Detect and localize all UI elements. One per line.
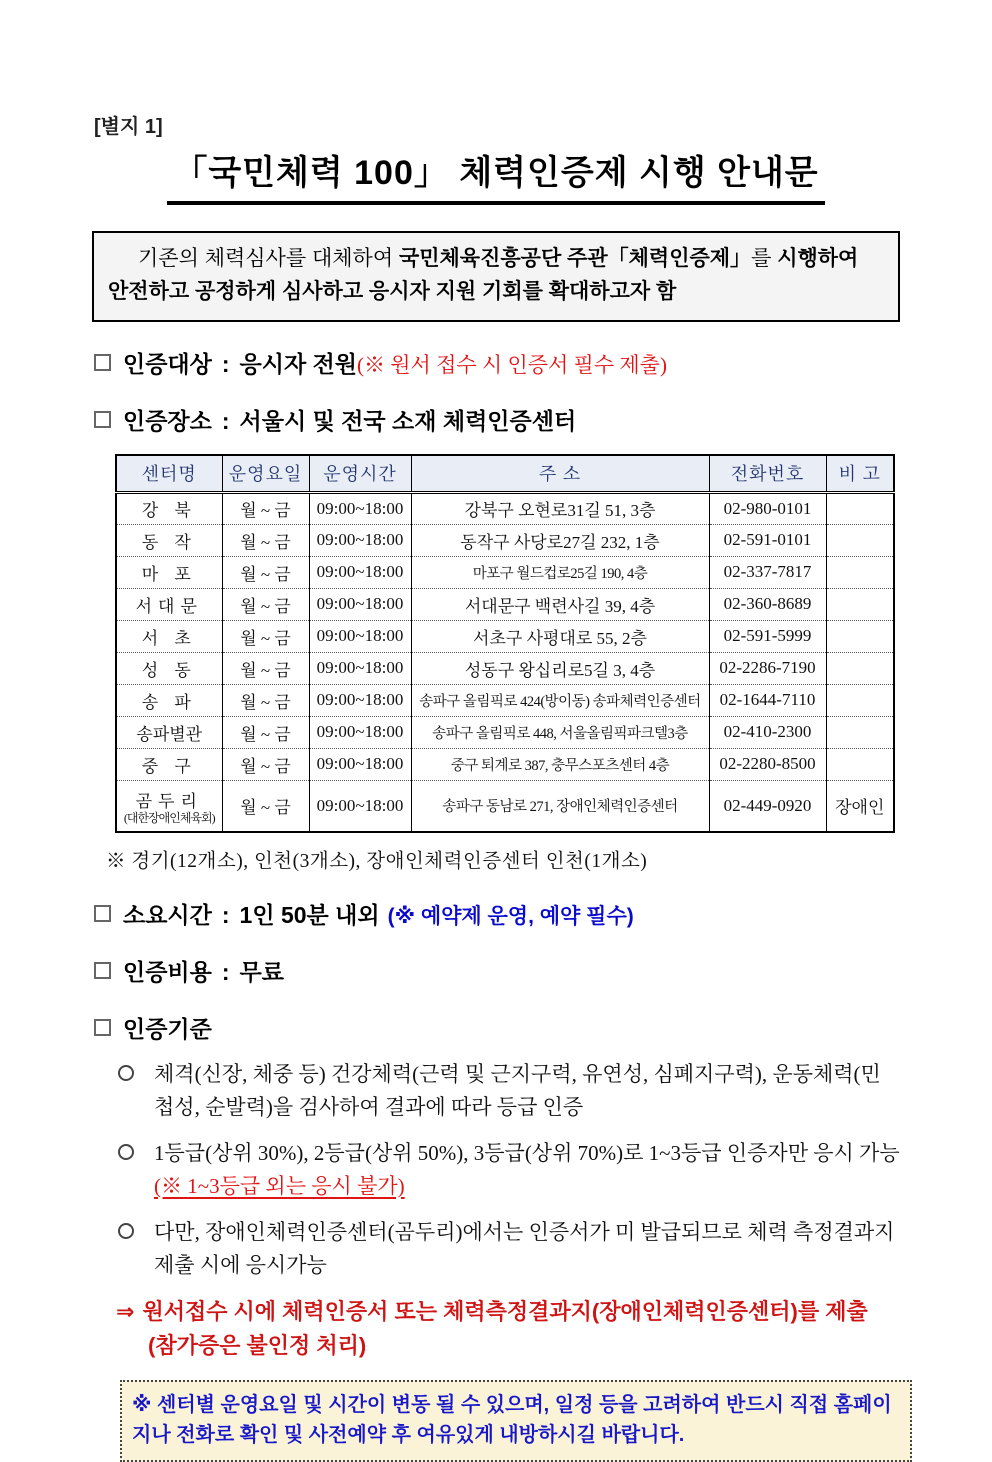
hours-cell: 09:00~18:00 (309, 556, 411, 588)
center-name: 성 동 (141, 660, 197, 680)
table-row (116, 780, 894, 832)
col-header-note: 비 고 (826, 455, 894, 492)
center-name: 마 포 (141, 564, 197, 584)
square-bullet-icon (94, 905, 111, 922)
center-name-cell (116, 780, 222, 832)
centers-table-header (116, 455, 894, 492)
phone-cell: 02-410-2300 (709, 716, 826, 748)
criteria-item-text: 1등급(상위 30%), 2등급(상위 50%), 3등급(상위 70%)로 1~3등급 인증자만 응시 가능 (154, 1141, 900, 1166)
title-wrap (92, 145, 900, 205)
phone-cell: 02-337-7817 (709, 556, 826, 588)
table-row (116, 588, 894, 620)
center-name: 송파별관 (136, 724, 203, 744)
col-header-days: 운영요일 (222, 455, 309, 492)
page-title: 「국민체력 100」 체력인증제 시행 안내문 (167, 145, 824, 205)
table-row (116, 684, 894, 716)
note-cell (826, 716, 894, 748)
phone-cell: 02-591-0101 (709, 524, 826, 556)
section-duration-note: (※ 예약제 운영, 예약 필수) (387, 905, 634, 929)
center-name-cell (116, 556, 222, 588)
center-name: 중 구 (141, 756, 197, 776)
center-name-cell (116, 716, 222, 748)
centers-table-body (116, 492, 894, 832)
separator: : (221, 902, 230, 929)
section-place-label: 인증장소 (123, 408, 212, 435)
table-footnote: ※ 경기(12개소), 인천(3개소), 장애인체력인증센터 인천(1개소) (106, 851, 648, 873)
double-arrow-icon: ⇒ (116, 1299, 135, 1325)
hours-cell: 09:00~18:00 (309, 652, 411, 684)
phone-cell: 02-980-0101 (709, 492, 826, 524)
center-name-sub: (대한장애인체육회) (123, 810, 215, 825)
intro-summary-box (92, 231, 900, 322)
hours-cell: 09:00~18:00 (309, 684, 411, 716)
note-cell (826, 748, 894, 780)
col-header-center-name: 센터명 (116, 455, 222, 492)
circle-bullet-icon (118, 1223, 134, 1239)
section-place-value: 서울시 및 전국 소재 체력인증센터 (239, 408, 577, 435)
address-cell: 송파구 올림픽로 448, 서울올림픽파크텔3층 (411, 716, 709, 748)
submission-note (116, 1295, 900, 1363)
days-cell: 월 ~ 금 (222, 492, 309, 524)
criteria-item-text: 체격(신장, 체중 등) 건강체력(근력 및 근지구력, 유연성, 심폐지구력), 운동체력(민첩성, 순발력)을 검사하여 결과에 따라 등급 인증 (154, 1062, 881, 1119)
address-cell: 서초구 사평대로 55, 2층 (411, 620, 709, 652)
section-target (94, 346, 900, 379)
phone-cell: 02-2286-7190 (709, 652, 826, 684)
note-cell (826, 652, 894, 684)
square-bullet-icon (94, 411, 111, 428)
col-header-hours: 운영시간 (309, 455, 411, 492)
note-cell (826, 684, 894, 716)
hours-cell: 09:00~18:00 (309, 716, 411, 748)
days-cell: 월 ~ 금 (222, 748, 309, 780)
col-header-phone: 전화번호 (709, 455, 826, 492)
section-duration (94, 897, 900, 930)
section-duration-value: 1인 50분 내외 (239, 902, 380, 929)
submission-note-line2: (참가증은 불인정 처리) (148, 1333, 367, 1359)
phone-cell: 02-1644-7110 (709, 684, 826, 716)
col-header-address: 주 소 (411, 455, 709, 492)
square-bullet-icon (94, 1019, 111, 1036)
center-name-cell (116, 684, 222, 716)
address-cell: 마포구 월드컵로25길 190, 4층 (411, 556, 709, 588)
submission-note-line1: 원서접수 시에 체력인증서 또는 체력측정결과지(장애인체력인증센터)를 제출 (142, 1299, 868, 1325)
table-row (116, 492, 894, 524)
criteria-item-text: 다만, 장애인체력인증센터(곰두리)에서는 인증서가 미 발급되므로 체력 측정결과지 제출 시에 응시가능 (154, 1220, 895, 1277)
criteria-item (118, 1137, 900, 1202)
days-cell: 월 ~ 금 (222, 652, 309, 684)
center-name: 송 파 (141, 692, 197, 712)
centers-table (115, 454, 895, 833)
intro-text-normal: 기존의 체력심사를 대체하여 (138, 247, 399, 270)
address-cell: 중구 퇴계로 387, 충무스포츠센터 4층 (411, 748, 709, 780)
square-bullet-icon (94, 962, 111, 979)
separator: : (221, 408, 230, 435)
phone-cell: 02-591-5999 (709, 620, 826, 652)
section-target-value: 응시자 전원 (239, 351, 358, 378)
center-name-cell (116, 524, 222, 556)
center-name-cell (116, 588, 222, 620)
intro-text-normal-2: 를 (751, 247, 778, 270)
address-cell: 동작구 사당로27길 232, 1층 (411, 524, 709, 556)
hours-cell: 09:00~18:00 (309, 588, 411, 620)
separator: : (221, 351, 230, 378)
center-name-cell (116, 492, 222, 524)
criteria-item (118, 1216, 900, 1281)
note-cell (826, 588, 894, 620)
center-name-cell (116, 652, 222, 684)
table-row (116, 620, 894, 652)
address-cell: 송파구 올림픽로 424(방이동) 송파체력인증센터 (411, 684, 709, 716)
table-row (116, 556, 894, 588)
center-name: 강 북 (141, 501, 197, 521)
circle-bullet-icon (118, 1065, 134, 1081)
criteria-item (118, 1058, 900, 1123)
phone-cell: 02-449-0920 (709, 780, 826, 832)
circle-bullet-icon (118, 1144, 134, 1160)
address-cell: 성동구 왕십리로5길 3, 4층 (411, 652, 709, 684)
days-cell: 월 ~ 금 (222, 524, 309, 556)
separator: : (221, 959, 230, 986)
center-name: 서 초 (141, 628, 197, 648)
address-cell: 서대문구 백련사길 39, 4층 (411, 588, 709, 620)
criteria-list (92, 1058, 900, 1281)
section-cost (94, 954, 900, 987)
section-criteria-label: 인증기준 (123, 1016, 212, 1043)
intro-text-bold-2: 시행하여 안전하고 공정하게 심사하고 응시자 지원 기회를 확대하고자 함 (108, 247, 859, 303)
section-place (94, 403, 900, 436)
note-cell: 장애인 (826, 780, 894, 832)
address-cell: 송파구 동남로 271, 장애인체력인증센터 (411, 780, 709, 832)
bottom-notice-box: ※ 센터별 운영요일 및 시간이 변동 될 수 있으며, 일정 등을 고려하여 반드시 직접 홈페이지나 전화로 확인 및 사전예약 후 여유있게 내방하시길 바랍니다. (120, 1380, 912, 1462)
criteria-item-red-note: (※ 1~3등급 외는 응시 불가) (154, 1173, 405, 1198)
section-target-note: (※ 원서 접수 시 인증서 필수 제출) (357, 353, 667, 378)
hours-cell: 09:00~18:00 (309, 780, 411, 832)
note-cell (826, 524, 894, 556)
center-name: 서대문 (135, 596, 203, 616)
hours-cell: 09:00~18:00 (309, 748, 411, 780)
phone-cell: 02-360-8689 (709, 588, 826, 620)
days-cell: 월 ~ 금 (222, 684, 309, 716)
hours-cell: 09:00~18:00 (309, 620, 411, 652)
note-cell (826, 620, 894, 652)
center-name-cell (116, 748, 222, 780)
days-cell: 월 ~ 금 (222, 588, 309, 620)
note-cell (826, 492, 894, 524)
square-bullet-icon (94, 354, 111, 371)
address-cell: 강북구 오현로31길 51, 3층 (411, 492, 709, 524)
table-row (116, 652, 894, 684)
section-duration-label: 소요시간 (123, 902, 212, 929)
section-target-label: 인증대상 (123, 351, 212, 378)
days-cell: 월 ~ 금 (222, 780, 309, 832)
hours-cell: 09:00~18:00 (309, 492, 411, 524)
center-name: 동 작 (141, 532, 197, 552)
days-cell: 월 ~ 금 (222, 716, 309, 748)
annex-label: [별지 1] (94, 116, 163, 138)
days-cell: 월 ~ 금 (222, 556, 309, 588)
hours-cell: 09:00~18:00 (309, 524, 411, 556)
table-row (116, 524, 894, 556)
center-name: 곰두리 (135, 791, 203, 811)
intro-text-bold: 국민체육진흥공단 주관「체력인증제」 (398, 247, 752, 270)
center-name-cell (116, 620, 222, 652)
note-cell (826, 556, 894, 588)
table-row (116, 748, 894, 780)
section-cost-value: 무료 (239, 959, 284, 986)
section-cost-label: 인증비용 (123, 959, 212, 986)
phone-cell: 02-2280-8500 (709, 748, 826, 780)
section-criteria (94, 1011, 900, 1044)
table-row (116, 716, 894, 748)
days-cell: 월 ~ 금 (222, 620, 309, 652)
